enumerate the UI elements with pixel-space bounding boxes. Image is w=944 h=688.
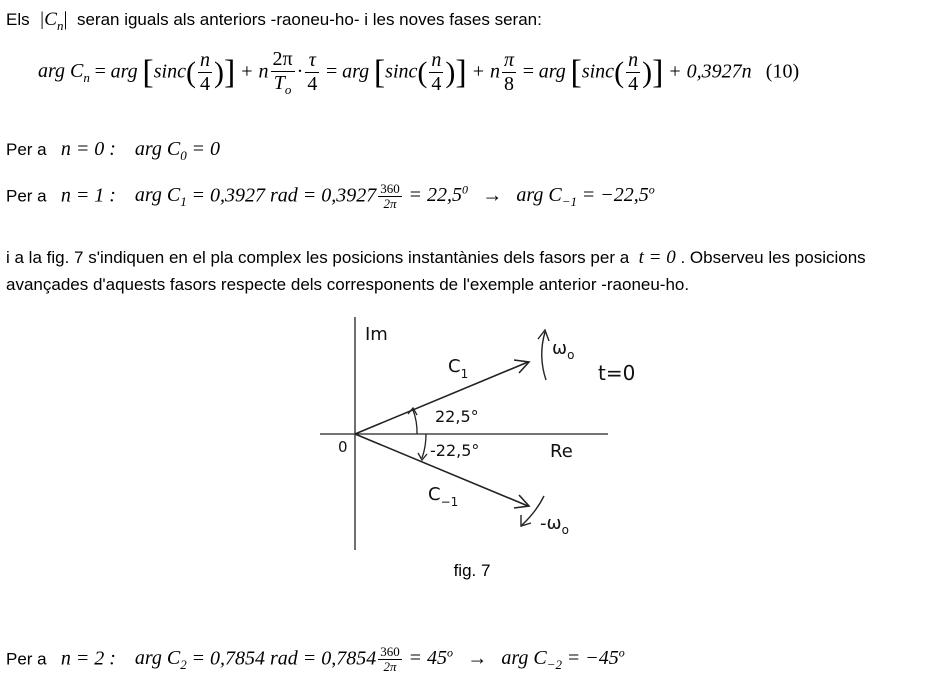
case-n0: Per a n = 0 : arg $C_0 = 0$ — [6, 138, 220, 163]
equation-number: (10) — [765, 60, 800, 83]
c-minus1-label: $C_{-1}$ — [428, 484, 459, 509]
intro-line — [6, 8, 542, 34]
frac-n-over-4: $\frac{n}{4}$ — [199, 49, 210, 96]
eq-tail: + 0,3927n — [668, 60, 752, 83]
intro-suffix: seran iguals als anteriors -raoneu-ho- i les noves fases seran: — [76, 10, 542, 29]
frac-tau-over-4: $\frac{\tau}{4}$ — [307, 49, 318, 96]
equation-10: arg $C_n$ = arg [sinc( $\frac{n}{4}$ )] + n $\frac{2\pi}{T_o}$ · $\frac{\tau}{4}$ = arg [sinc( $\frac{n}{4}$ )] + n $\frac{\pi}{8}$ = arg [sinc( $\frac{n}{4}$ )] + 0,3927n (10) — [38, 48, 800, 97]
angle-arc-negative — [422, 434, 426, 458]
omega-pos-label: $\omega_o$ — [552, 338, 575, 362]
frac-pi-over-8: $\frac{\pi}{8}$ — [503, 49, 514, 96]
intro-prefix: Els — [6, 10, 30, 29]
figure-caption: fig. 7 — [453, 561, 491, 580]
frac-360-over-2pi-n2: $\frac{360}{2\pi}$ — [380, 644, 400, 675]
explanation-paragraph: i a la fig. 7 s'indiquen en el pla complex les posicions instantànies dels fasors per a t = 0 . Observeu les posicions avançades d'aquests fasors respecte dels corresponents de l'exemple anterior -raoneu-ho. — [6, 247, 866, 294]
case-n2: Per a n = 2 : arg $C_2 = 0,7854$ rad = 0,7854 $\frac{360}{2\pi}$ = $45^o$ → arg $C_{-2} = -45^o$ — [6, 644, 625, 675]
frac-2pi-over-To: $\frac{2\pi}{T_o}$ — [272, 48, 293, 97]
time-label: t=0 — [598, 361, 636, 385]
angle-negative-label: -22,5° — [430, 441, 480, 460]
omega-pos-arc — [542, 332, 546, 380]
im-label: Im — [365, 324, 388, 345]
case-n1: Per a n = 1 : arg $C_1 = 0,3927$ rad = 0,3927 $\frac{360}{2\pi}$ = $22,5^0$ → arg $C_{-1} = -22,5^o$ — [6, 181, 655, 212]
c1-label: $C_1$ — [448, 356, 469, 381]
cn-magnitude: $|C_n|$ — [39, 8, 68, 33]
phasor-diagram — [300, 312, 680, 552]
frac-360-over-2pi: $\frac{360}{2\pi}$ — [380, 181, 400, 212]
re-label: Re — [550, 441, 573, 462]
angle-positive-label: 22,5° — [435, 407, 479, 426]
omega-neg-label: $-\omega_o$ — [540, 513, 569, 537]
eq-lhs: arg $C_n$ — [38, 60, 90, 86]
origin-label: 0 — [338, 438, 348, 456]
